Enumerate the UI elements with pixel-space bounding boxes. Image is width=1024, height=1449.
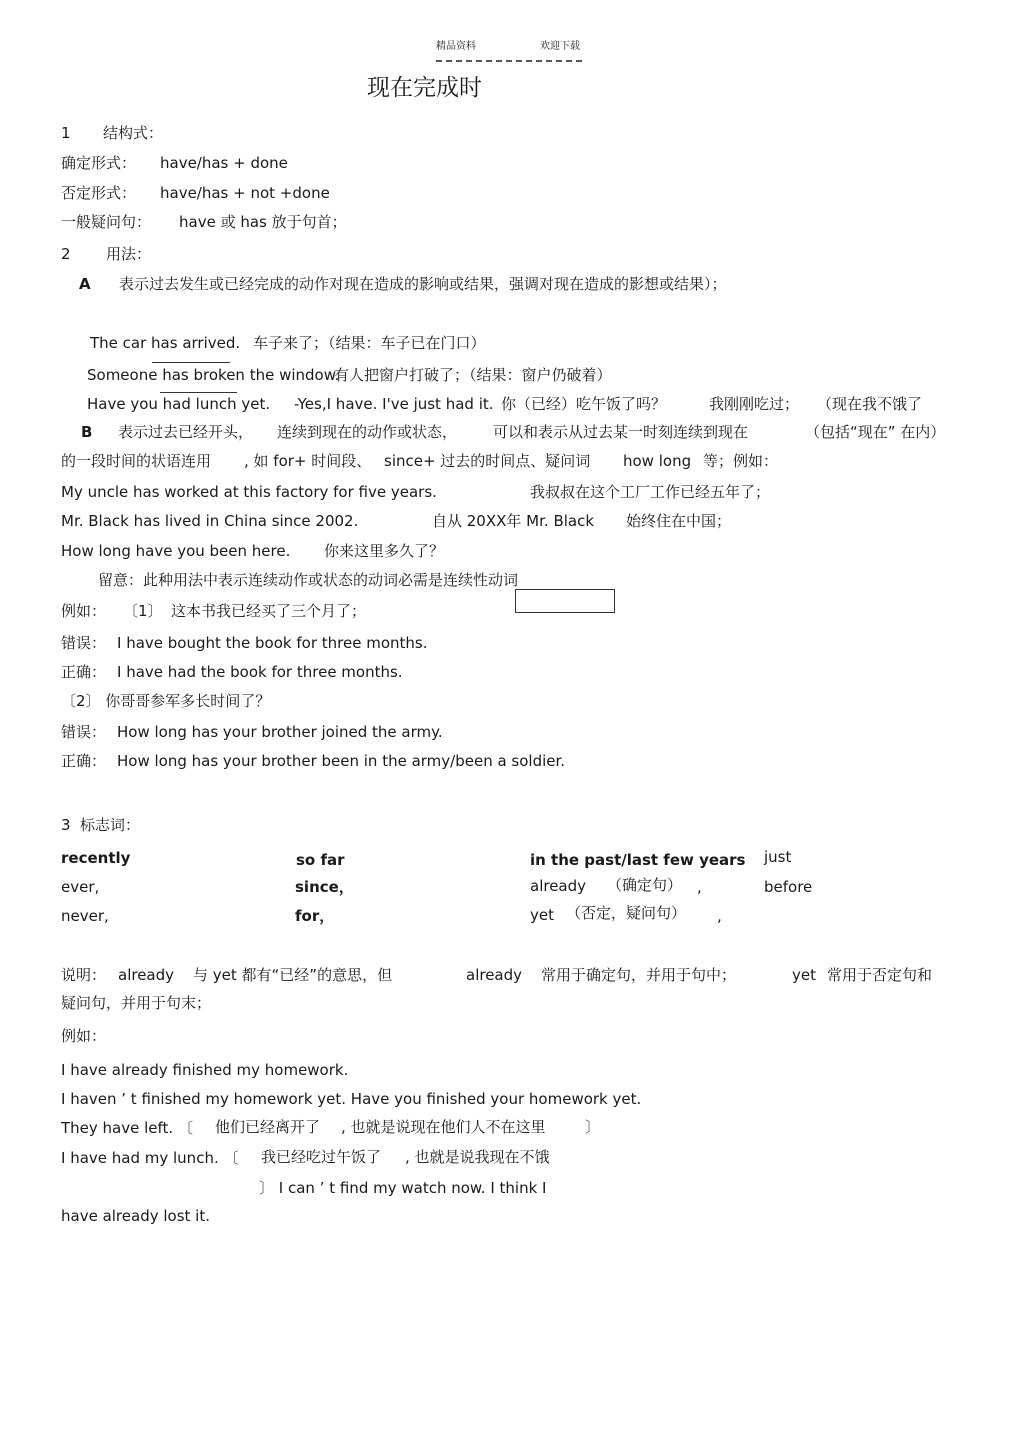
right-label: 正确：	[61, 752, 107, 770]
usage-b-text: 连续到现在的动作或状态，	[277, 423, 458, 441]
wrong-sentence: How long has your brother joined the army.	[117, 723, 443, 741]
example-en: have already lost it.	[61, 1207, 210, 1225]
header-divider	[436, 60, 582, 62]
example-cn: 我刚刚吃过；	[709, 395, 800, 413]
signal-word: just	[764, 848, 792, 866]
usage-b-text: 表示过去已经开头，	[118, 423, 254, 441]
signal-word: before	[764, 878, 813, 896]
right-sentence: How long has your brother been in the army/been a soldier.	[117, 752, 566, 770]
s1-row-label: 确定形式：	[61, 154, 137, 172]
example-cn: 始终住在中国；	[626, 512, 732, 530]
note: 留意：此种用法中表示连续动作或状态的动词必需是连续性动词	[98, 571, 519, 589]
eg-question: 〔2〕 你哥哥参军多长时间了？	[61, 692, 271, 710]
usage-b-letter: B	[81, 423, 93, 441]
example-cn: 自从 20XX年 Mr. Black	[432, 512, 595, 530]
eg-label: 例如：	[61, 602, 107, 620]
example-en: The car has arrived.	[90, 334, 241, 352]
s1-row-value: have 或 has 放于句首；	[179, 213, 347, 231]
s1-row-value: have/has + not +done	[160, 184, 330, 202]
example-cn: 你（已经）吃午饭了吗？	[501, 395, 667, 413]
example-cn: 有人把窗户打破了；（结果：窗户仍破着）	[334, 366, 612, 384]
signal-word: recently	[61, 849, 131, 867]
example-en: I have already finished my homework.	[61, 1061, 349, 1079]
s1-row-value: have/has + done	[160, 154, 288, 172]
eg-question: 这本书我已经买了三个月了；	[171, 602, 367, 620]
usage-b-text: 的一段时间的状语连用	[61, 452, 212, 470]
s2-number: 2	[61, 245, 71, 263]
example-en: Have you had lunch yet.	[87, 395, 271, 413]
explain-text: already	[466, 966, 523, 984]
explain-text: 疑问句，并用于句末；	[61, 994, 212, 1012]
example-en: They have left. 〔	[61, 1119, 193, 1137]
signal-note: （否定，疑问句）	[566, 904, 687, 922]
example-reply: -Yes,I have. I've just had it.	[294, 395, 494, 413]
example-en: How long have you been here.	[61, 542, 291, 560]
header-right: 欢迎下载	[540, 41, 580, 52]
usage-b-text: how long	[623, 452, 692, 470]
explain-text: 与 yet 都有“已经”的意思，但	[193, 966, 393, 984]
right-label: 正确：	[61, 663, 107, 681]
explain-text: already	[118, 966, 175, 984]
signal-word: so far	[296, 851, 345, 869]
signal-word: never,	[61, 907, 109, 925]
usage-b-text: 可以和表示从过去某一时刻连续到现在	[493, 423, 749, 441]
example-cn: 我已经吃过午饭了	[261, 1148, 382, 1166]
example-en: Someone has broken the window.	[87, 366, 340, 384]
s1-number: 1	[61, 124, 71, 142]
s3-label: 标志词：	[80, 816, 141, 834]
signal-word: for，	[295, 907, 335, 925]
header-left: 精品资料	[436, 41, 476, 52]
usage-a-description: 表示过去发生或已经完成的动作对现在造成的影响或结果，强调对现在造成的影想或结果）；	[119, 275, 727, 293]
right-sentence: I have had the book for three months.	[117, 663, 403, 681]
example-cn: 他们已经离开了	[215, 1118, 321, 1136]
example-en: I have had my lunch. 〔	[61, 1149, 239, 1167]
usage-a-letter: A	[79, 275, 91, 293]
example-cn: 我叔叔在这个工厂工作已经五年了；	[530, 483, 771, 501]
comma: ,	[697, 878, 702, 896]
explain-text: 常用于否定句和	[827, 966, 933, 984]
eg-label: 例如：	[61, 1027, 107, 1045]
signal-word: yet	[530, 906, 554, 924]
signal-word: already	[530, 877, 587, 895]
wrong-sentence: I have bought the book for three months.	[117, 634, 428, 652]
example-cn: , 也就是说我现在不饿	[405, 1148, 550, 1166]
example-cn: 你来这里多久了？	[324, 542, 445, 560]
comma: ,	[717, 907, 722, 925]
example-en: Mr. Black has lived in China since 2002.	[61, 512, 359, 530]
s1-row-label: 否定形式：	[61, 184, 137, 202]
example-cn: （现在我不饿了	[817, 395, 923, 413]
s1-label: 结构式：	[103, 124, 164, 142]
explain-label: 说明：	[61, 966, 107, 984]
usage-b-text: , 如 for+ 时间段、	[244, 452, 372, 470]
example-cn: , 也就是说现在他们人不在这里	[341, 1118, 546, 1136]
example-en: I haven ’ t finished my homework yet. Have you finished your homework yet.	[61, 1090, 642, 1108]
usage-b-text: （包括“现在” 在内）	[805, 423, 946, 441]
s2-label: 用法：	[106, 245, 152, 263]
example-cn: 车子来了；（结果：车子已在门口）	[253, 334, 486, 352]
underline	[160, 392, 237, 393]
bracket: 〕	[585, 1118, 601, 1136]
empty-box	[515, 589, 615, 613]
s3-number: 3	[61, 816, 71, 834]
example-en: 〕 I can ’ t find my watch now. I think I	[259, 1179, 547, 1197]
page-title: 现在完成时	[367, 75, 482, 101]
signal-word: in the past/last few years	[530, 851, 746, 869]
eg-number: 〔1〕	[123, 602, 163, 620]
explain-text: 常用于确定句，并用于句中；	[541, 966, 737, 984]
signal-word: ever,	[61, 878, 100, 896]
explain-text: yet	[792, 966, 816, 984]
wrong-label: 错误：	[61, 634, 107, 652]
signal-note: （确定句）	[607, 876, 683, 894]
example-en: My uncle has worked at this factory for five years.	[61, 483, 437, 501]
wrong-label: 错误：	[61, 723, 107, 741]
usage-b-text: 等；例如：	[703, 452, 779, 470]
usage-b-text: since+ 过去的时间点、疑问词	[384, 452, 591, 470]
signal-word: since，	[295, 878, 354, 896]
s1-row-label: 一般疑问句：	[61, 213, 152, 231]
underline	[152, 362, 230, 363]
